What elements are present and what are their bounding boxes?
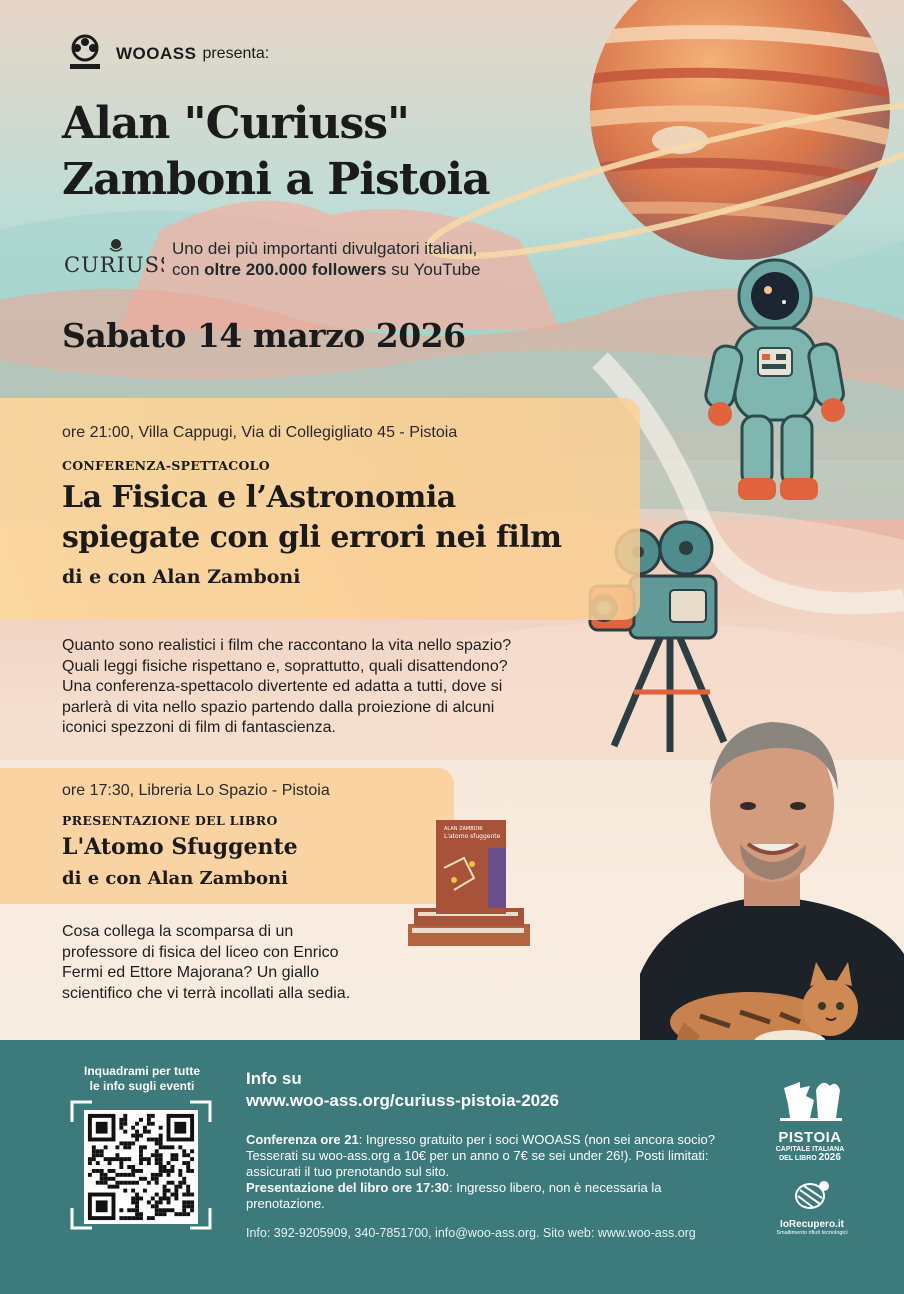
book-stack-illustration (404, 818, 534, 956)
page-title (62, 96, 622, 208)
title-line-2: Zamboni a Pistoia (62, 154, 490, 205)
iorecupero-sub: Smaltimento rifiuti tecnologici (776, 1230, 848, 1236)
pistoia-sub-2: DEL LIBRO (779, 1155, 817, 1162)
pistoia-sub-row (770, 1154, 850, 1163)
conference-info: Conferenza ore 21: Ingresso gratuito per i soci WOOASS (non sei ancora socio? Tesserati su woo-ass.org a 10€ per un anno o 7€ se sei under 26!). Posti limitati: assicurati il tuo prenotando sul sito. (246, 1132, 715, 1179)
wooass-logo (64, 34, 106, 74)
event2-title: L'Atomo Sfuggente (62, 834, 298, 860)
event-date: Sabato 14 marzo 2026 (62, 316, 466, 355)
astronaut-illustration (690, 256, 860, 526)
pistoia-name: PISTOIA (778, 1129, 842, 1146)
event1-time-place: ore 21:00, Villa Cappugi, Via di Collegigliato 45 - Pistoia (62, 424, 458, 441)
subtitle-line-2: con oltre 200.000 followers su YouTube (172, 260, 481, 279)
qr-caption: Inquadrami per tutte le info sugli eventi (83, 1064, 200, 1093)
event1-title-line-2: spiegate con gli errori nei film (62, 520, 562, 555)
contacts: Info: 392-9205909, 340-7851700, info@woo-ass.org. Sito web: www.woo-ass.org (246, 1226, 696, 1240)
event2-time-place: ore 17:30, Libreria Lo Spazio - Pistoia (62, 782, 330, 799)
event1-title-line-1: La Fisica e l’Astronomia (62, 480, 456, 515)
subtitle (172, 238, 480, 280)
event1-description: Quanto sono realistici i film che raccontano la vita nello spazio? Quali leggi fisiche rispettano e, soprattutto, quali disattendono? Una conferenza-spettacolo divertente ed adatta a tutti, dove si parlerà di vita nello spazio partendo dalla proiezione di alcuni iconici spezzoni di film di fantascienza. (62, 637, 512, 736)
iorecupero-name: IoRecupero.it (780, 1219, 844, 1230)
pistoia-logo (770, 1078, 850, 1163)
curiuss-logo (64, 236, 164, 280)
qr-code[interactable] (84, 1110, 198, 1224)
brand-presents: presenta: (202, 45, 270, 62)
iorecupero-icon (792, 1176, 832, 1212)
brand-name: WOOASS (116, 44, 197, 63)
event2-description: Cosa collega la scomparsa di un professore di fisica del liceo con Enrico Fermi ed Ettore Majorana? Un giallo scientifico che vi terrà incollati alla sedia. (62, 923, 351, 1002)
book-author: ALAN ZAMBONI (444, 826, 483, 832)
info-label: Info su (246, 1069, 302, 1088)
title-line-1: Alan "Curiuss" (62, 98, 409, 149)
pistoia-year: 2026 (818, 1152, 841, 1163)
event1-title (62, 478, 561, 558)
event1-kind: CONFERENZA-SPETTACOLO (62, 458, 270, 473)
subtitle-line-1: Uno dei più importanti divulgatori italiani, (172, 239, 478, 258)
info-heading (246, 1068, 559, 1112)
presentation-info: Presentazione del libro ore 17:30: Ingresso libero, non è necessaria la prenotazione. (246, 1180, 662, 1211)
event2-kind: PRESENTAZIONE DEL LIBRO (62, 813, 278, 828)
wooass-brand (64, 34, 269, 74)
event2-by: di e con Alan Zamboni (62, 868, 288, 889)
curiuss-logo-text: CURIUSS (64, 253, 164, 277)
iorecupero-logo (772, 1176, 852, 1236)
book-title: L'atomo sfuggente (444, 833, 501, 840)
pistoia-sub-1: CAPITALE ITALIANA (775, 1146, 845, 1153)
pistoia-emblem-icon (770, 1078, 850, 1124)
event1-by: di e con Alan Zamboni (62, 566, 301, 588)
info-url-link[interactable]: www.woo-ass.org/curiuss-pistoia-2026 (246, 1091, 560, 1110)
info-detail (246, 1132, 716, 1212)
